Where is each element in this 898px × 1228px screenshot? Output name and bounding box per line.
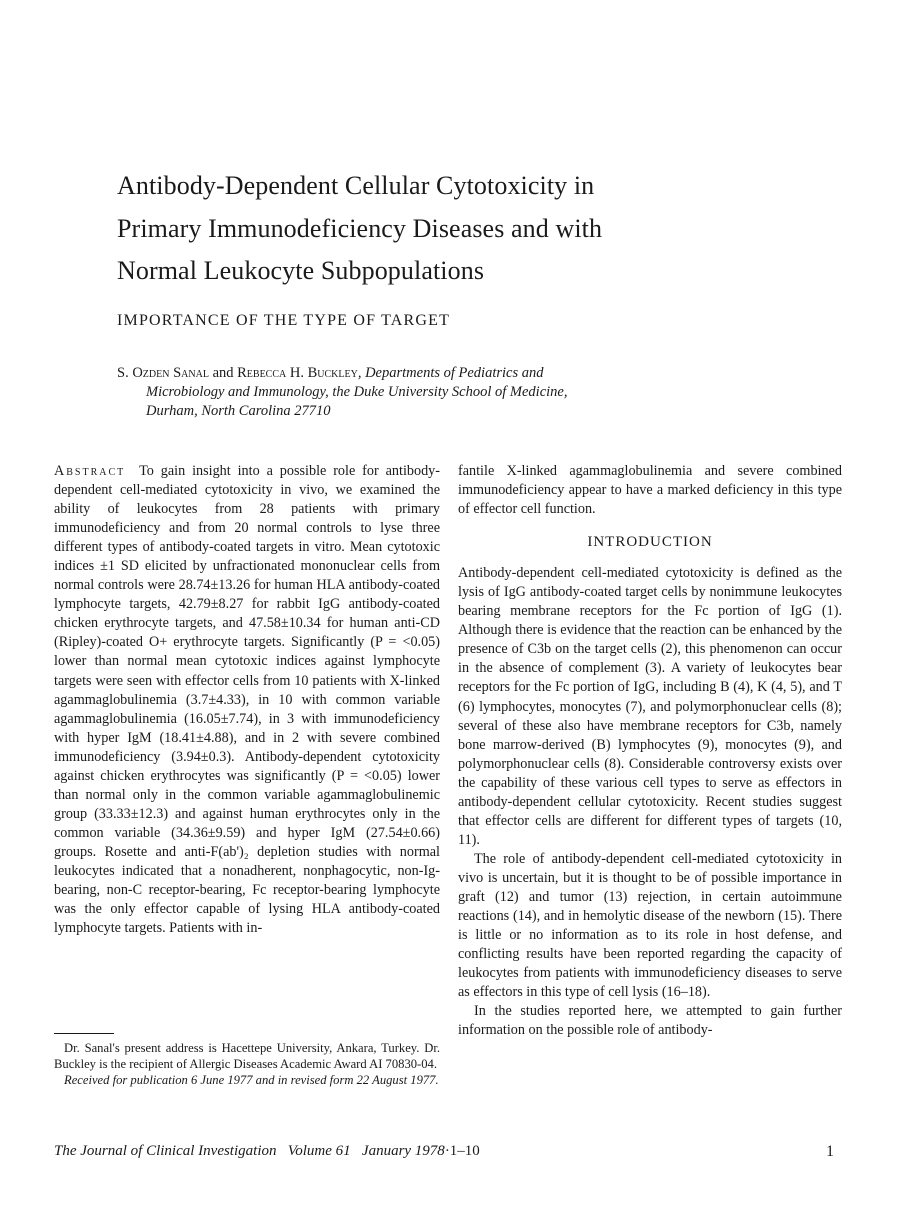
author-conjunction: and [208,365,238,381]
affiliation-line-1: , Departments of Pediatrics and [357,365,544,381]
journal-pages: ·1–10 [444,1143,480,1159]
right-column [458,462,842,1040]
introduction-paragraph-3: In the studies reported here, we attempted to gain further information on the possible role of antibody- [458,1003,842,1039]
journal-name: The Journal of Clinical Investigation [54,1143,277,1159]
article-title [117,165,817,293]
footnote-divider [54,1033,114,1034]
footnote-received: Received for publication 6 June 1977 and in revised form 22 August 1977. [64,1073,439,1087]
title-line-2: Primary Immunodeficiency Diseases and with [117,213,603,243]
footnotes [54,1040,440,1088]
author-block [117,364,737,421]
footnote-affiliation: Dr. Sanal's present address is Hacettepe University, Ankara, Turkey. Dr. Buckley is the recipient of Allergic Diseases Academic Award AI 70830-04. [54,1041,440,1071]
affiliation-line-2: Microbiology and Immunology, the Duke University School of Medicine, [146,384,568,400]
article-subtitle: IMPORTANCE OF THE TYPE OF TARGET [117,312,451,329]
author-line-1 [117,364,737,383]
author1-name: Ozden Sanal [132,365,209,381]
left-column [54,462,440,938]
abstract-text: To gain insight into a possible role for antibody-dependent cell-mediated cytotoxicity in vivo, we examined the ability of leukocytes from 28 patients with primary immunodeficiency and from 20 normal controls to lyse three different types of antibody-coated targets in vitro. Mean cytotoxic indices ±1 SD elicited by unfractionated mononuclear cells from normal controls were 28.74±13.26 for human HLA antibody-coated lymphocyte targets, 42.79±8.27 for rabbit IgG antibody-coated chicken erythrocyte targets, and 47.58±10.34 for human anti-CD (Ripley)-coated O+ erythrocyte targets. Significantly (P = <0.05) lower than normal mean cytotoxic indices against lymphocyte targets were seen with effector cells from 10 patients with X-linked agammaglobulinemia (3.7±4.33), in 10 with common variable agammaglobulinemia (16.05±7.74), in 3 with immunodeficiency with hyper IgM (18.41±4.88), and in 2 with severe combined immunodeficiency (3.94±0.3). Antibody-dependent cytotoxicity against chicken erythrocytes was significantly (P = <0.05) lower than normal only in the common variable agammaglobulinemic group (33.33±12.3) and against human erythrocytes only in the common variable (34.36±9.59) and hyper IgM (27.54±0.66) groups. Rosette and anti-F(ab')₂ depletion studies with normal leukocytes indicated that a nonadherent, nonphagocytic, non-Ig-bearing, non-C receptor-bearing, Fc receptor-bearing lymphocyte was the only effector capable of lysing HLA antibody-coated lymphocyte targets. Patients with in- [54,463,440,937]
journal-volume: Volume 61 [287,1143,351,1159]
page-number: 1 [826,1143,834,1160]
journal-date: January 1978 [361,1143,445,1159]
title-line-3: Normal Leukocyte Subpopulations [117,256,485,285]
journal-footer [54,1143,480,1160]
title-line-1: Antibody-Dependent Cellular Cytotoxicity in [117,171,595,200]
abstract-continuation: fantile X-linked agammaglobulinemia and severe combined immunodeficiency appear to have a marked deficiency in this type of effector cell function. [458,463,842,518]
affiliation-line-3: Durham, North Carolina 27710 [146,403,331,419]
abstract [54,462,440,938]
abstract-label: Abstract [54,463,126,479]
introduction-heading: INTRODUCTION [587,534,713,551]
author2-initials: Rebecca H. [237,365,308,381]
introduction-paragraph-2: The role of antibody-dependent cell-mediated cytotoxicity in vivo is uncertain, but it is thought to be of possible importance in graft (12) and tumor (13) rejection, in certain autoimmune reactions (14), and in hemolytic disease of the newborn (15). There is little or no information as to its role in host defense, and conflicting results have been reported regarding the capacity of leukocytes from patients with immunodeficiency diseases to serve as effectors in this type of cell lysis (16–18). [458,850,842,1001]
author1-initials: S. [117,365,133,381]
author2-name: Buckley [307,365,358,381]
introduction-paragraph-1: Antibody-dependent cell-mediated cytotoxicity is defined as the lysis of IgG antibody-coated target cells by nonimmune leukocytes bearing membrane receptors for the Fc portion of IgG (1). Although there is evidence that the reaction can be enhanced by the presence of C3b on the target cells (2), this phenomenon can occur in the absence of complement (3). A variety of leukocytes bear receptors for the Fc portion of IgG, including B (4), K (4, 5), and T (6) lymphocytes, monocytes (7), and polymorphonuclear cells (8); several of these also have membrane receptors for C3b, namely bone marrow-derived (B) lymphocytes (9), monocytes (9), and polymorphonuclear cells (8). Considerable controversy exists over the capability of these various cell types to serve as effectors in antibody-dependent cellular cytotoxicity. Recent studies suggest that effector cells are different for different types of targets (10, 11). [458,565,842,848]
